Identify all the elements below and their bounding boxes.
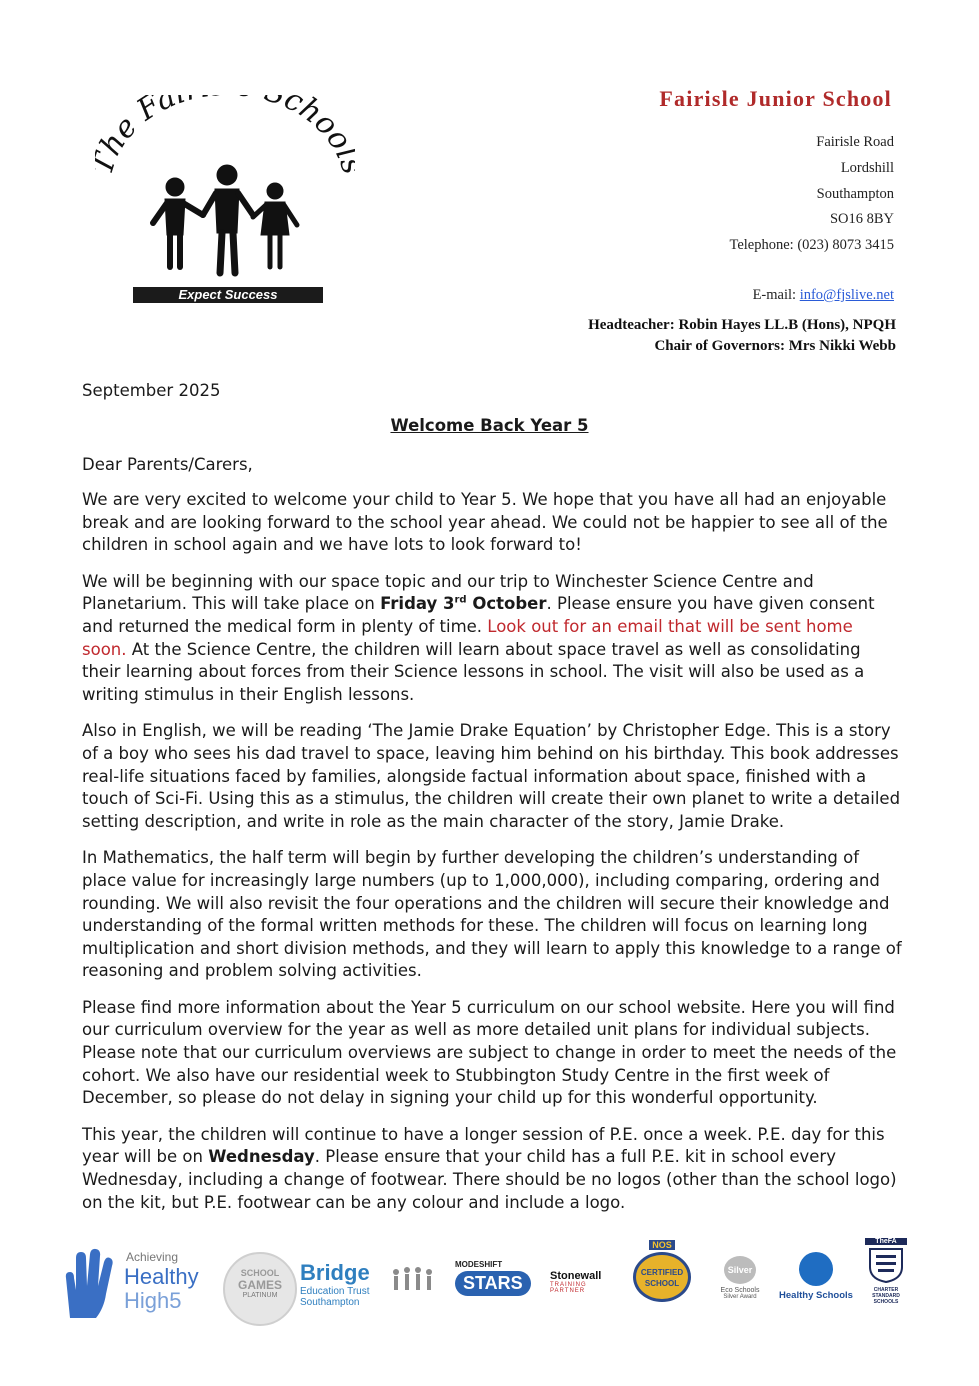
- bridge-trust-badge: [300, 1260, 440, 1320]
- games-label: GAMES: [237, 1278, 282, 1292]
- fa-label: CHARTER STANDARD SCHOOLS: [872, 1287, 900, 1305]
- healthy-schools-badge: [776, 1252, 856, 1312]
- address-line: Fairisle Road: [816, 134, 894, 150]
- text-run: Friday 3: [380, 594, 455, 614]
- paragraph: In Mathematics, the half term will begin by further developing the children’s understanding of place value for increasingly large numbers (up to 1,000,000), including comparing, ordering and rounding. We will also revisit the four operations and the children will secure their knowledge and understanding of the formal written methods for these. The children will focus on learning long multiplication and short division methods, and they will learn to apply this knowledge to a range of reasoning and problem solving activities.: [82, 848, 902, 981]
- greeting: Dear Parents/Carers,: [82, 455, 253, 474]
- healthy-label: Achieving: [126, 1250, 179, 1264]
- address-block: [730, 130, 895, 259]
- eco-label: Silver Award: [723, 1294, 757, 1300]
- bridge-label: Southampton: [300, 1297, 360, 1308]
- headteacher: Headteacher: Robin Hayes LL.B (Hons), NPQH: [588, 317, 896, 333]
- fa-charter-badge: [865, 1238, 907, 1318]
- paragraph: Please find more information about the Year 5 curriculum on our school website. Here you will find our curriculum overview for the year as well as more detailed unit plans for individual subjects. Please note that our curriculum overviews are subject to change in order to meet the needs of the cohort. We also have our residential week to Stubbington Study Centre in the first week of December, so please do not delay in signing your child up for this wonderful opportunity.: [82, 997, 897, 1108]
- bridge-label: Bridge: [300, 1260, 370, 1285]
- healthy-schools-icon: [799, 1252, 833, 1286]
- fa-label: TheFA: [865, 1238, 907, 1245]
- paragraph: [82, 571, 902, 707]
- text-run: At the Science Centre, the children will learn about space travel as well as consolidating their learning about forces from their Science lessons in school. The visit will also be used as a writing stimulus in their English lessons.: [82, 639, 865, 704]
- letter-date: September 2025: [82, 381, 221, 400]
- nos-certified-badge: [628, 1240, 696, 1316]
- letter-body: [82, 489, 902, 1228]
- stars-label: MODESHIFT: [455, 1260, 503, 1269]
- stonewall-label: TRAINING PARTNER: [550, 1282, 587, 1294]
- accreditation-footer: [60, 1238, 910, 1328]
- staff-block: [588, 315, 896, 357]
- stonewall-badge: [550, 1270, 620, 1310]
- paragraph: [82, 1124, 902, 1214]
- modeshift-stars-badge: [455, 1260, 547, 1316]
- school-games-badge: [223, 1252, 297, 1326]
- paragraph: We are very excited to welcome your child to Year 5. We hope that you have all had an enjoyable break and are looking forward to the school year ahead. We could not be happier to see all of the children in school again and we have lots to look forward to!: [82, 490, 888, 555]
- healthy-schools-label: Healthy Schools: [779, 1290, 853, 1301]
- highlight-text: Look out for an email that will be sent home soon.: [82, 616, 853, 659]
- telephone: Telephone: (023) 8073 3415: [729, 237, 894, 254]
- games-label: SCHOOL: [240, 1268, 280, 1278]
- paragraph: Also in English, we will be reading ‘The Jamie Drake Equation’ by Christopher Edge. This is a story of a boy who sees his dad travel to space, leaving him behind on his birthday. This book addresses real-life situations faced by families, alongside factual information about space, finished with a touch of Sci-Fi. Using this as a stimulus, the children will create their own planet to write a detailed setting description, and write in role as the main character of the story, Jamie Drake.: [82, 721, 901, 831]
- nos-label: NOS: [649, 1240, 675, 1250]
- games-label: PLATINUM: [242, 1292, 278, 1299]
- bridge-label: Education Trust: [300, 1286, 370, 1297]
- ordinal: rd: [454, 594, 467, 606]
- address-line: Lordshill: [840, 159, 894, 176]
- healthy-label: Healthy: [124, 1264, 199, 1289]
- school-logo: [95, 95, 355, 310]
- address-line: Southampton: [816, 185, 894, 202]
- email-link[interactable]: info@fjslive.net: [799, 287, 894, 303]
- address-line: SO16 8BY: [829, 211, 894, 228]
- stars-label: STARS: [455, 1271, 531, 1296]
- people-icon: [390, 1266, 434, 1292]
- nos-label: CERTIFIED SCHOOL: [633, 1252, 691, 1302]
- logo-figures-icon: [95, 95, 355, 310]
- text-run: . Please ensure that your child has a full P.E. kit in school every Wednesday, including a change of footwear. There should be no logos (other than the school logo) on the kit, but P.E. footwear can be any colour and include a logo.: [82, 1147, 897, 1212]
- hand-icon: [60, 1248, 122, 1320]
- email-line: [753, 287, 894, 304]
- pe-day: Wednesday: [208, 1147, 315, 1167]
- tagline: Expect Success: [133, 287, 323, 303]
- chair-of-governors: Chair of Governors: Mrs Nikki Webb: [654, 338, 896, 354]
- healthy-high5-badge: [60, 1248, 220, 1323]
- email-label: E-mail:: [752, 287, 800, 303]
- eco-schools-badge: [710, 1256, 770, 1316]
- healthy-label: High5: [124, 1288, 182, 1313]
- logo-text: he Fa choo: [95, 95, 355, 162]
- text-run: We will be beginning with our space topic and our trip to Winchester Science Centre and Planetarium. This will take place on: [82, 571, 814, 614]
- stonewall-label: Stonewall: [550, 1270, 602, 1282]
- eco-label: Eco Schools: [720, 1287, 760, 1294]
- eco-label: Silver: [724, 1256, 756, 1284]
- text-run: . Please ensure you have given consent and returned the medical form in plenty of time.: [82, 594, 875, 636]
- trip-date: [380, 594, 546, 613]
- letter-title: Welcome Back Year 5: [390, 416, 589, 435]
- shield-icon: [868, 1247, 904, 1283]
- text-run: October: [466, 594, 547, 614]
- school-name: Fairisle Junior School: [659, 86, 892, 111]
- text-run: This year, the children will continue to have a longer session of P.E. once a week. P.E. day for this year will be on: [82, 1124, 885, 1167]
